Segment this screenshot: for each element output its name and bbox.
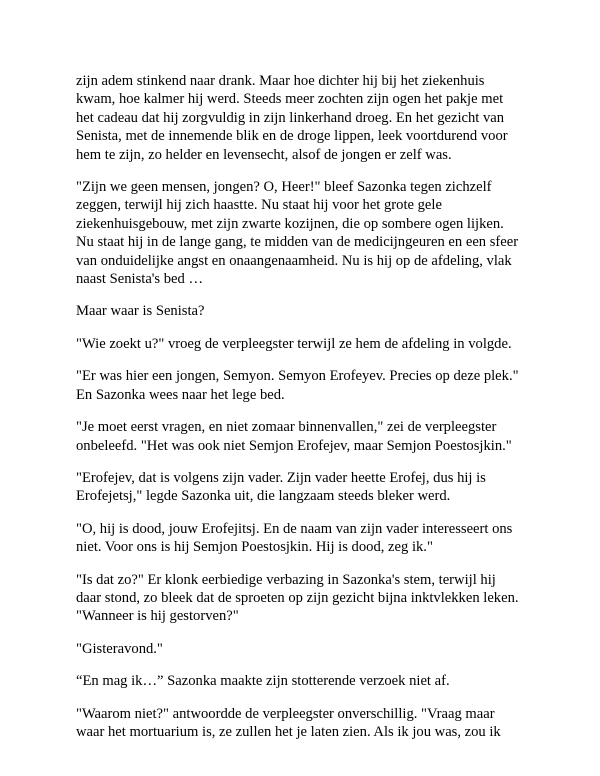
paragraph-10: "Gisteravond." [76, 640, 163, 657]
paragraph-3: Maar waar is Senista? [76, 303, 205, 320]
document-page [76, 72, 536, 755]
paragraph-11: “En mag ik…” Sazonka maakte zijn stotterende verzoek niet af. [76, 673, 450, 690]
paragraph-12: "Waarom niet?" antwoordde de verpleegster onverschillig. "Vraag maar waar het mortuarium is, ze zullen het je laten zien. Als ik jou was, zou ik [76, 705, 501, 740]
paragraph-4: "Wie zoekt u?" vroeg de verpleegster terwijl ze hem de afdeling in volgde. [76, 335, 512, 352]
paragraph-1: zijn adem stinkend naar drank. Maar hoe dichter hij bij het ziekenhuis kwam, hoe kalmer hij werd. Steeds meer zochten zijn ogen het pakje met het cadeau dat hij zorgvuldig in zijn linkerhand droeg. En het gezicht van Senista, met de innemende blik en de droge lippen, leek voortdurend voor hem te zijn, zo helder en levensecht, alsof de jongen er zelf was. [76, 73, 508, 163]
paragraph-7: "Erofejev, dat is volgens zijn vader. Zijn vader heette Erofej, dus hij is Erofejetsj," legde Sazonka uit, die langzaam steeds bleker werd. [76, 469, 486, 505]
paragraph-6: "Je moet eerst vragen, en niet zomaar binnenvallen," zei de verpleegster onbeleefd. "Het was ook niet Semjon Erofejev, maar Semjon Poestosjkin." [76, 419, 512, 454]
paragraph-8: "O, hij is dood, jouw Erofejitsj. En de naam van zijn vader interesseert ons niet. Voor ons is hij Semjon Poestosjkin. Hij is dood, zeg ik." [76, 520, 513, 556]
paragraph-9: "Is dat zo?" Er klonk eerbiedige verbazing in Sazonka's stem, terwijl hij daar stond, zo bleek dat de sproeten op zijn gezicht bijna inktvlekken leken. "Wanneer is hij gestorven?" [76, 571, 519, 625]
paragraph-2: "Zijn we geen mensen, jongen? O, Heer!" bleef Sazonka tegen zichzelf zeggen, terwijl hij zich haastte. Nu staat hij voor het grote gele ziekenhuisgebouw, met zijn zwarte kozijnen, die op sombere ogen lijken. Nu staat hij in de lange gang, te midden van de medicijngeuren en een sfeer van onduidelijke angst en onaangenaamheid. Nu is hij op de afdeling, vlak naast Senista's bed … [76, 179, 519, 288]
paragraph-5: "Er was hier een jongen, Semyon. Semyon Erofeyev. Precies op deze plek." En Sazonka wees naar het lege bed. [76, 368, 519, 403]
